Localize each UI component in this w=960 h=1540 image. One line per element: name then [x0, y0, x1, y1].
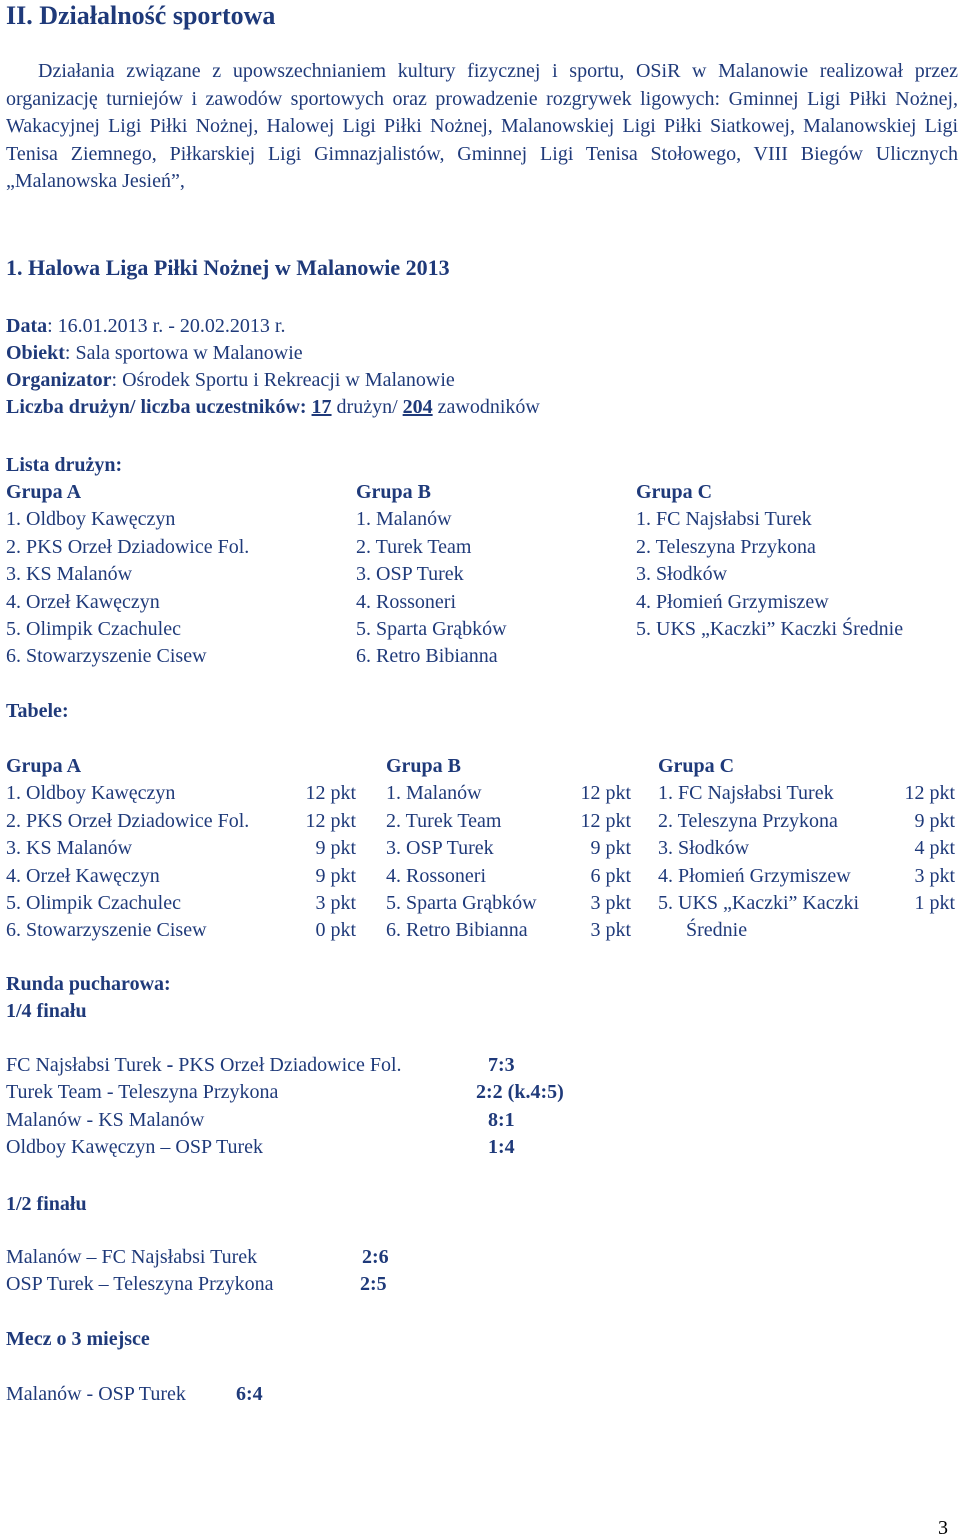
match-line: [6, 1246, 257, 1269]
match-home-team: Turek Team: [6, 1081, 102, 1104]
teams-count: 17: [311, 396, 332, 418]
match-separator: -: [166, 1054, 174, 1076]
standings-team: 2. PKS Orzeł Dziadowice Fol.: [6, 809, 250, 832]
match-separator: -: [101, 1081, 119, 1104]
team-list-item: 2. PKS Orzeł Dziadowice Fol.: [6, 535, 250, 558]
match-score: 7:3: [488, 1054, 515, 1076]
team-list-item: 6. Stowarzyszenie Cisew: [6, 645, 207, 668]
organizer-line: [6, 369, 455, 392]
team-list-item: 3. KS Malanów: [6, 563, 133, 586]
players-word: zawodników: [432, 396, 540, 418]
match-away-team: Teleszyna Przykona: [118, 1081, 279, 1104]
match-separator: -: [81, 1383, 99, 1405]
match-away-team: KS Malanów: [98, 1108, 205, 1131]
match-away-team: OSP Turek: [98, 1383, 186, 1405]
intro-text: Działania związane z upowszechnianiem kultury fizycznej i sportu, OSiR w Malanowie realizował przez organizację turniejów i zawodów sportowych oraz prowadzenie rozgrywek ligowych: Gminnej Ligi Piłki Nożnej, Wakacyjnej Ligi Piłki Nożnej, Halowej Ligi Piłki Nożnej, Malanowskiej Ligi Piłki Siatkowej, Malanowskiej Ligi Tenisa Ziemnego, Piłkarskiej Ligi Gimnazjalistów, Gminnej Ligi Tenisa Stołowego, VIII Biegów Ulicznych „Malanowska Jesień”,: [6, 60, 958, 193]
quarter-final-heading: 1/4 finału: [6, 1000, 87, 1022]
group-name: Grupa C: [636, 481, 713, 503]
standings-points: 3 pkt: [315, 892, 356, 914]
team-list-item: 1. FC Najsłabsi Turek: [636, 508, 812, 531]
match-separator: –: [81, 1246, 102, 1268]
match-score: 8:1: [488, 1108, 515, 1131]
organizer-label: Organizator: [6, 369, 112, 391]
standings-points: 6 pkt: [590, 864, 631, 887]
match-separator: –: [93, 1273, 114, 1296]
team-list-heading: Lista drużyn:: [6, 454, 123, 476]
section-title: II. Działalność sportowa: [6, 1, 276, 30]
standings-team: 2. Turek Team: [386, 809, 502, 832]
team-list-item: 5. Sparta Grąbków: [356, 618, 507, 640]
venue-value: : Sala sportowa w Malanowie: [64, 342, 303, 364]
standings-points: 9 pkt: [315, 837, 356, 860]
match-score: 2:5: [360, 1273, 387, 1296]
standings-points: 9 pkt: [590, 837, 631, 860]
intro-paragraph: [6, 58, 958, 196]
standings-points: 3 pkt: [914, 864, 955, 887]
standings-team: 6. Retro Bibianna: [386, 919, 528, 942]
third-place-heading: Mecz o 3 miejsce: [6, 1328, 150, 1350]
tables-heading: Tabele:: [6, 700, 69, 722]
match-home-team: FC Najsłabsi Turek: [6, 1054, 167, 1076]
standings-points: 12 pkt: [904, 782, 955, 805]
team-list-item: 4. Płomień Grzymiszew: [636, 590, 829, 613]
match-line: [6, 1136, 263, 1159]
participants-label: Liczba drużyn/ liczba uczestników:: [6, 396, 312, 418]
match-line: [6, 1383, 186, 1406]
players-count: 204: [402, 396, 433, 418]
team-list-item: 3. Słodków: [636, 563, 728, 586]
standings-team: 1. Malanów: [386, 782, 482, 805]
match-line: [6, 1054, 402, 1077]
standings-team: 6. Stowarzyszenie Cisew: [6, 919, 207, 942]
group-name: Grupa A: [6, 481, 82, 503]
match-home-team: Malanów: [6, 1246, 82, 1268]
match-score: 2:2 (k.4:5): [476, 1081, 564, 1104]
standings-team: 2. Teleszyna Przykona: [658, 809, 838, 832]
date-label: Data: [6, 315, 48, 337]
standings-team: 4. Rossoneri: [386, 864, 486, 887]
standings-points: 4 pkt: [914, 837, 955, 860]
standings-team: 5. UKS „Kaczki” Kaczki: [658, 892, 860, 914]
match-score: 1:4: [488, 1136, 515, 1159]
match-home-team: Malanów: [6, 1108, 82, 1131]
subsection-heading: 1. Halowa Liga Piłki Nożnej w Malanowie 2013: [6, 255, 450, 280]
standings-points: 1 pkt: [914, 892, 955, 914]
standings-points: 12 pkt: [580, 782, 631, 805]
match-separator: -: [81, 1108, 99, 1131]
match-separator: –: [155, 1136, 176, 1159]
standings-team: Średnie: [686, 919, 748, 942]
teams-word: drużyn/: [331, 396, 403, 418]
standings-points: 9 pkt: [914, 809, 955, 832]
standings-team: 3. OSP Turek: [386, 837, 494, 860]
standings-points: 12 pkt: [580, 809, 631, 832]
standings-team: 1. Oldboy Kawęczyn: [6, 782, 176, 805]
group-name: Grupa B: [356, 481, 432, 503]
standings-points: 3 pkt: [590, 892, 631, 914]
standings-points: 3 pkt: [590, 919, 631, 942]
standings-team: 3. KS Malanów: [6, 837, 133, 860]
standings-group-name: Grupa B: [386, 755, 462, 777]
standings-group-name: Grupa A: [6, 755, 82, 777]
team-list-item: 4. Orzeł Kawęczyn: [6, 590, 160, 613]
team-list-item: 3. OSP Turek: [356, 563, 464, 586]
standings-team: 5. Olimpik Czachulec: [6, 892, 181, 914]
match-home-team: OSP Turek: [6, 1273, 94, 1296]
standings-team: 1. FC Najsłabsi Turek: [658, 782, 834, 805]
venue-line: [6, 342, 303, 365]
standings-team: 4. Orzeł Kawęczyn: [6, 864, 160, 887]
match-home-team: Oldboy Kawęczyn: [6, 1136, 156, 1159]
match-score: 6:4: [236, 1383, 263, 1405]
standings-team: 5. Sparta Grąbków: [386, 892, 537, 914]
match-away-team: Teleszyna Przykona: [113, 1273, 274, 1296]
team-list-item: 2. Turek Team: [356, 535, 472, 558]
venue-label: Obiekt: [6, 342, 65, 364]
match-score: 2:6: [362, 1246, 389, 1268]
match-line: [6, 1109, 204, 1132]
team-list-item: 5. UKS „Kaczki” Kaczki Średnie: [636, 618, 904, 640]
cup-heading: Runda pucharowa:: [6, 973, 171, 995]
semi-final-heading: 1/2 finału: [6, 1193, 87, 1215]
team-list-item: 1. Malanów: [356, 508, 452, 531]
team-list-item: 6. Retro Bibianna: [356, 645, 498, 668]
page-number: 3: [938, 1517, 948, 1539]
standings-group-name: Grupa C: [658, 755, 735, 777]
team-list-item: 1. Oldboy Kawęczyn: [6, 508, 176, 531]
match-away-team: FC Najsłabsi Turek: [101, 1246, 258, 1268]
match-line: [6, 1273, 274, 1296]
match-home-team: Malanów: [6, 1383, 82, 1405]
team-list-item: 4. Rossoneri: [356, 590, 456, 613]
standings-points: 12 pkt: [305, 809, 356, 832]
standings-points: 0 pkt: [315, 919, 356, 942]
standings-points: 12 pkt: [305, 782, 356, 805]
match-line: [6, 1081, 278, 1104]
match-away-team: PKS Orzeł Dziadowice Fol.: [173, 1054, 402, 1076]
organizer-value: : Ośrodek Sportu i Rekreacji w Malanowie: [111, 369, 455, 391]
date-value: : 16.01.2013 r. - 20.02.2013 r.: [47, 315, 286, 337]
standings-team: 3. Słodków: [658, 837, 750, 860]
date-line: [6, 315, 285, 338]
standings-points: 9 pkt: [315, 864, 356, 887]
match-away-team: OSP Turek: [175, 1136, 264, 1159]
standings-team: 4. Płomień Grzymiszew: [658, 864, 851, 887]
team-list-item: 2. Teleszyna Przykona: [636, 535, 816, 558]
participants-line: [6, 396, 540, 419]
team-list-item: 5. Olimpik Czachulec: [6, 618, 181, 640]
